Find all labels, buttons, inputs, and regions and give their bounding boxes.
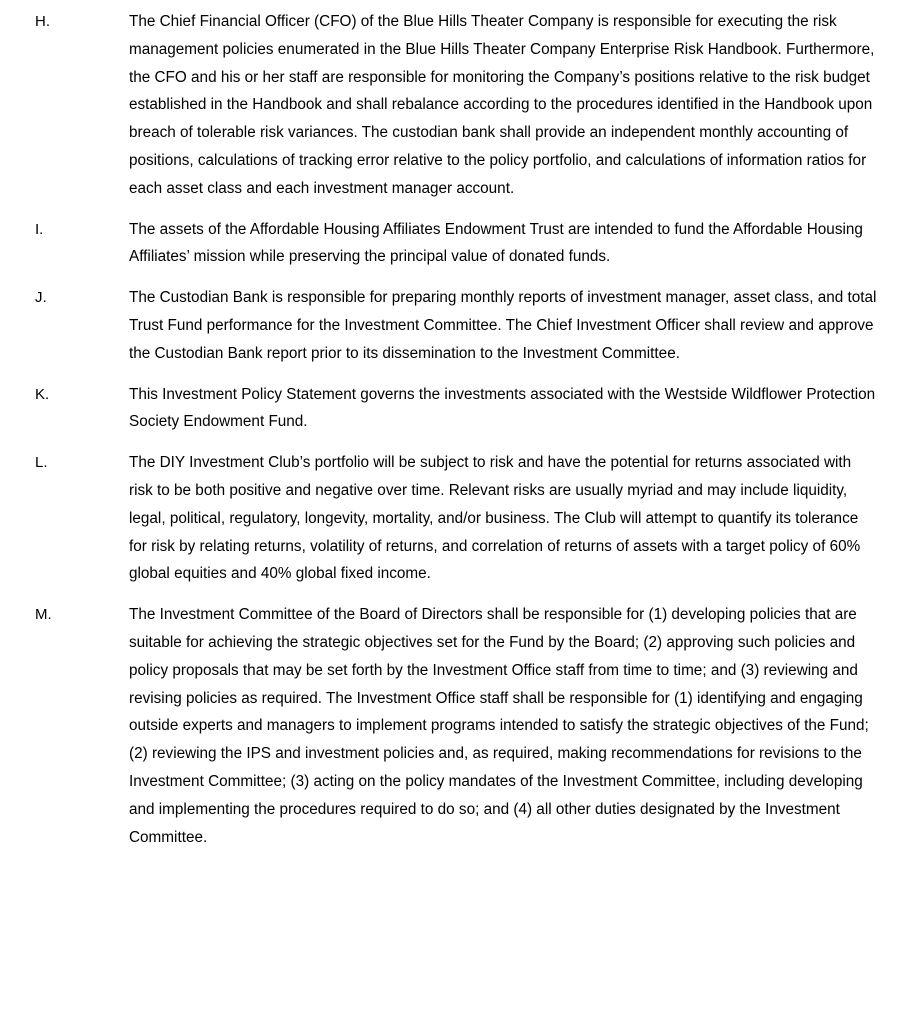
item-text: This Investment Policy Statement governs the investments associated with the Westside Wildflower Protection Society Endowment Fund. bbox=[129, 385, 876, 431]
item-text: The Investment Committee of the Board of Directors shall be responsible for (1) developing policies that are suitable for achieving the strategic objectives set for the Fund by the Board; (2) approving such policies and policy proposals that may be set forth by the Investment Office staff from time to time; and (3) reviewing and revising policies as required. The Investment Office staff shall be responsible for (1) identifying and engaging outside experts and managers to implement programs intended to satisfy the strategic objectives of the Fund; (2) reviewing the IPS and investment policies and, as required, making recommendations for revisions to the Investment Committee; (3) acting on the policy mandates of the Investment Committee, including developing and implementing the procedures required to do so; and (4) all other duties designated by the Investment Committee. bbox=[129, 606, 869, 846]
list-item-k bbox=[0, 381, 922, 437]
item-label: H. bbox=[35, 13, 50, 30]
item-text: The DIY Investment Club’s portfolio will be subject to risk and have the potential for returns associated with risk to be both positive and negative over time. Relevant risks are usually myriad and may include liquidity, legal, political, regulatory, longevity, mortality, and/or business. The Club will attempt to quantify its tolerance for risk by relating returns, volatility of returns, and correlation of returns of assets with a target policy of 60% global equities and 40% global fixed income. bbox=[129, 454, 861, 583]
item-text: The assets of the Affordable Housing Affiliates Endowment Trust are intended to fund the Affordable Housing Affiliates’ mission while preserving the principal value of donated funds. bbox=[129, 220, 863, 266]
list-item-l bbox=[0, 449, 922, 588]
item-text: The Chief Financial Officer (CFO) of the Blue Hills Theater Company is responsible for executing the risk management policies enumerated in the Blue Hills Theater Company Enterprise Risk Handbook. Furthermore, the CFO and his or her staff are responsible for monitoring the Company’s positions relative to the risk budget established in the Handbook and shall rebalance according to the procedures identified in the Handbook upon breach of tolerable risk variances. The custodian bank shall provide an independent monthly accounting of positions, calculations of tracking error relative to the policy portfolio, and calculations of information ratios for each asset class and each investment manager account. bbox=[129, 13, 875, 197]
item-label: K. bbox=[35, 385, 50, 403]
list-item-h bbox=[0, 8, 922, 203]
list-item-i bbox=[0, 216, 922, 272]
item-label: I. bbox=[35, 220, 44, 238]
item-label: M. bbox=[35, 606, 52, 624]
list-item-j bbox=[0, 284, 922, 367]
item-label: L. bbox=[35, 454, 48, 472]
item-text: The Custodian Bank is responsible for preparing monthly reports of investment manager, asset class, and total Trust Fund performance for the Investment Committee. The Chief Investment Officer shall review and approve the Custodian Bank report prior to its dissemination to the Investment Committee. bbox=[129, 289, 877, 362]
list-item-m bbox=[0, 601, 922, 851]
item-label: J. bbox=[35, 289, 47, 307]
